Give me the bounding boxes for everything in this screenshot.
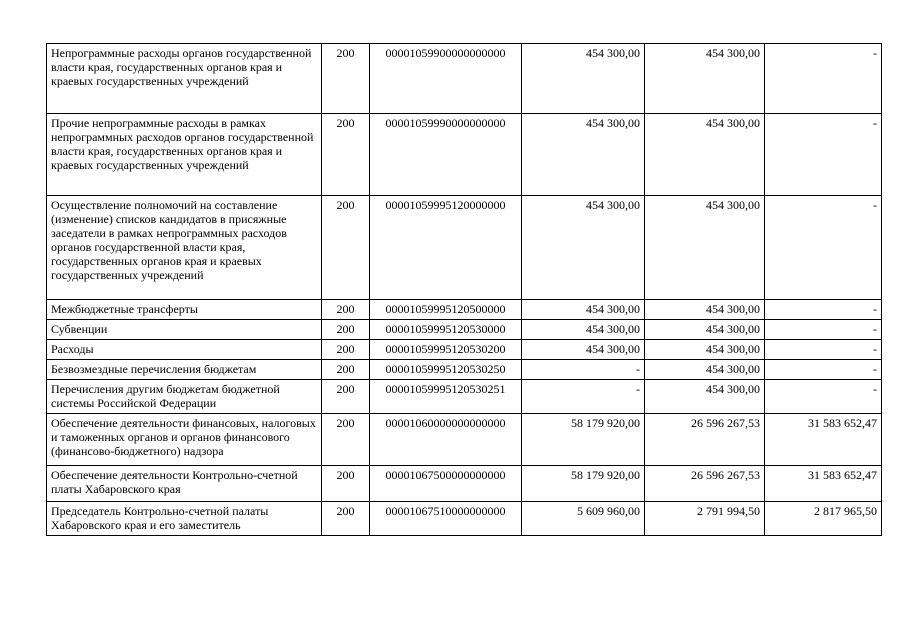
table-row <box>47 340 882 360</box>
row-executed: 2 791 994,50 <box>645 502 765 536</box>
row-remaining: - <box>765 340 882 360</box>
row-line-code: 200 <box>322 340 370 360</box>
row-executed: 26 596 267,53 <box>645 414 765 466</box>
row-executed: 454 300,00 <box>645 380 765 414</box>
row-executed: 454 300,00 <box>645 114 765 196</box>
row-name: Безвозмездные перечисления бюджетам <box>47 360 322 380</box>
row-remaining: - <box>765 44 882 114</box>
row-remaining: - <box>765 320 882 340</box>
row-name: Обеспечение деятельности финансовых, налоговых и таможенных органов и органов финансового (финансово-бюджетного) надзора <box>47 414 322 466</box>
table-row <box>47 466 882 502</box>
row-budget-code: 00001059995120530251 <box>370 380 522 414</box>
row-approved: 58 179 920,00 <box>522 466 645 502</box>
row-name: Осуществление полномочий на составление (изменение) списков кандидатов в присяжные заседатели в рамках непрограммных расходов органов государственной власти края, государственных органов края и краевых государственных учреждений <box>47 196 322 300</box>
table-row <box>47 320 882 340</box>
table-row <box>47 44 882 114</box>
row-approved: - <box>522 380 645 414</box>
row-name: Прочие непрограммные расходы в рамках непрограммных расходов органов государственной власти края, государственных органов края и краевых государственных учреждений <box>47 114 322 196</box>
row-remaining: - <box>765 114 882 196</box>
row-approved: 454 300,00 <box>522 196 645 300</box>
row-budget-code: 00001059990000000000 <box>370 114 522 196</box>
table-row <box>47 196 882 300</box>
row-line-code: 200 <box>322 360 370 380</box>
row-line-code: 200 <box>322 114 370 196</box>
row-approved: 5 609 960,00 <box>522 502 645 536</box>
table-row <box>47 360 882 380</box>
row-approved: 454 300,00 <box>522 300 645 320</box>
row-executed: 454 300,00 <box>645 320 765 340</box>
row-line-code: 200 <box>322 300 370 320</box>
row-line-code: 200 <box>322 196 370 300</box>
budget-execution-table <box>46 43 882 536</box>
row-remaining: 31 583 652,47 <box>765 466 882 502</box>
row-executed: 454 300,00 <box>645 44 765 114</box>
row-approved: - <box>522 360 645 380</box>
row-executed: 454 300,00 <box>645 360 765 380</box>
row-line-code: 200 <box>322 502 370 536</box>
row-name: Непрограммные расходы органов государственной власти края, государственных органов края и краевых государственных учреждений <box>47 44 322 114</box>
row-budget-code: 00001059995120530000 <box>370 320 522 340</box>
row-name: Субвенции <box>47 320 322 340</box>
row-line-code: 200 <box>322 414 370 466</box>
table-body <box>47 44 882 536</box>
row-executed: 454 300,00 <box>645 196 765 300</box>
table-row <box>47 380 882 414</box>
row-budget-code: 00001067500000000000 <box>370 466 522 502</box>
row-line-code: 200 <box>322 380 370 414</box>
row-remaining: 31 583 652,47 <box>765 414 882 466</box>
row-budget-code: 00001059995120000000 <box>370 196 522 300</box>
row-name: Расходы <box>47 340 322 360</box>
row-name: Председатель Контрольно-счетной палаты Хабаровского края и его заместитель <box>47 502 322 536</box>
table-row <box>47 114 882 196</box>
row-budget-code: 00001059995120530250 <box>370 360 522 380</box>
row-remaining: - <box>765 380 882 414</box>
row-approved: 454 300,00 <box>522 320 645 340</box>
table-row <box>47 502 882 536</box>
row-line-code: 200 <box>322 44 370 114</box>
row-budget-code: 00001059900000000000 <box>370 44 522 114</box>
row-line-code: 200 <box>322 466 370 502</box>
row-approved: 58 179 920,00 <box>522 414 645 466</box>
row-approved: 454 300,00 <box>522 114 645 196</box>
row-budget-code: 00001059995120500000 <box>370 300 522 320</box>
row-name: Межбюджетные трансферты <box>47 300 322 320</box>
row-executed: 454 300,00 <box>645 340 765 360</box>
row-line-code: 200 <box>322 320 370 340</box>
row-budget-code: 00001059995120530200 <box>370 340 522 360</box>
row-remaining: - <box>765 196 882 300</box>
row-remaining: - <box>765 360 882 380</box>
row-budget-code: 00001067510000000000 <box>370 502 522 536</box>
row-executed: 454 300,00 <box>645 300 765 320</box>
table-row <box>47 414 882 466</box>
row-remaining: - <box>765 300 882 320</box>
table-row <box>47 300 882 320</box>
row-budget-code: 00001060000000000000 <box>370 414 522 466</box>
row-executed: 26 596 267,53 <box>645 466 765 502</box>
row-remaining: 2 817 965,50 <box>765 502 882 536</box>
row-approved: 454 300,00 <box>522 340 645 360</box>
row-approved: 454 300,00 <box>522 44 645 114</box>
row-name: Обеспечение деятельности Контрольно-счетной платы Хабаровского края <box>47 466 322 502</box>
row-name: Перечисления другим бюджетам бюджетной системы Российской Федерации <box>47 380 322 414</box>
